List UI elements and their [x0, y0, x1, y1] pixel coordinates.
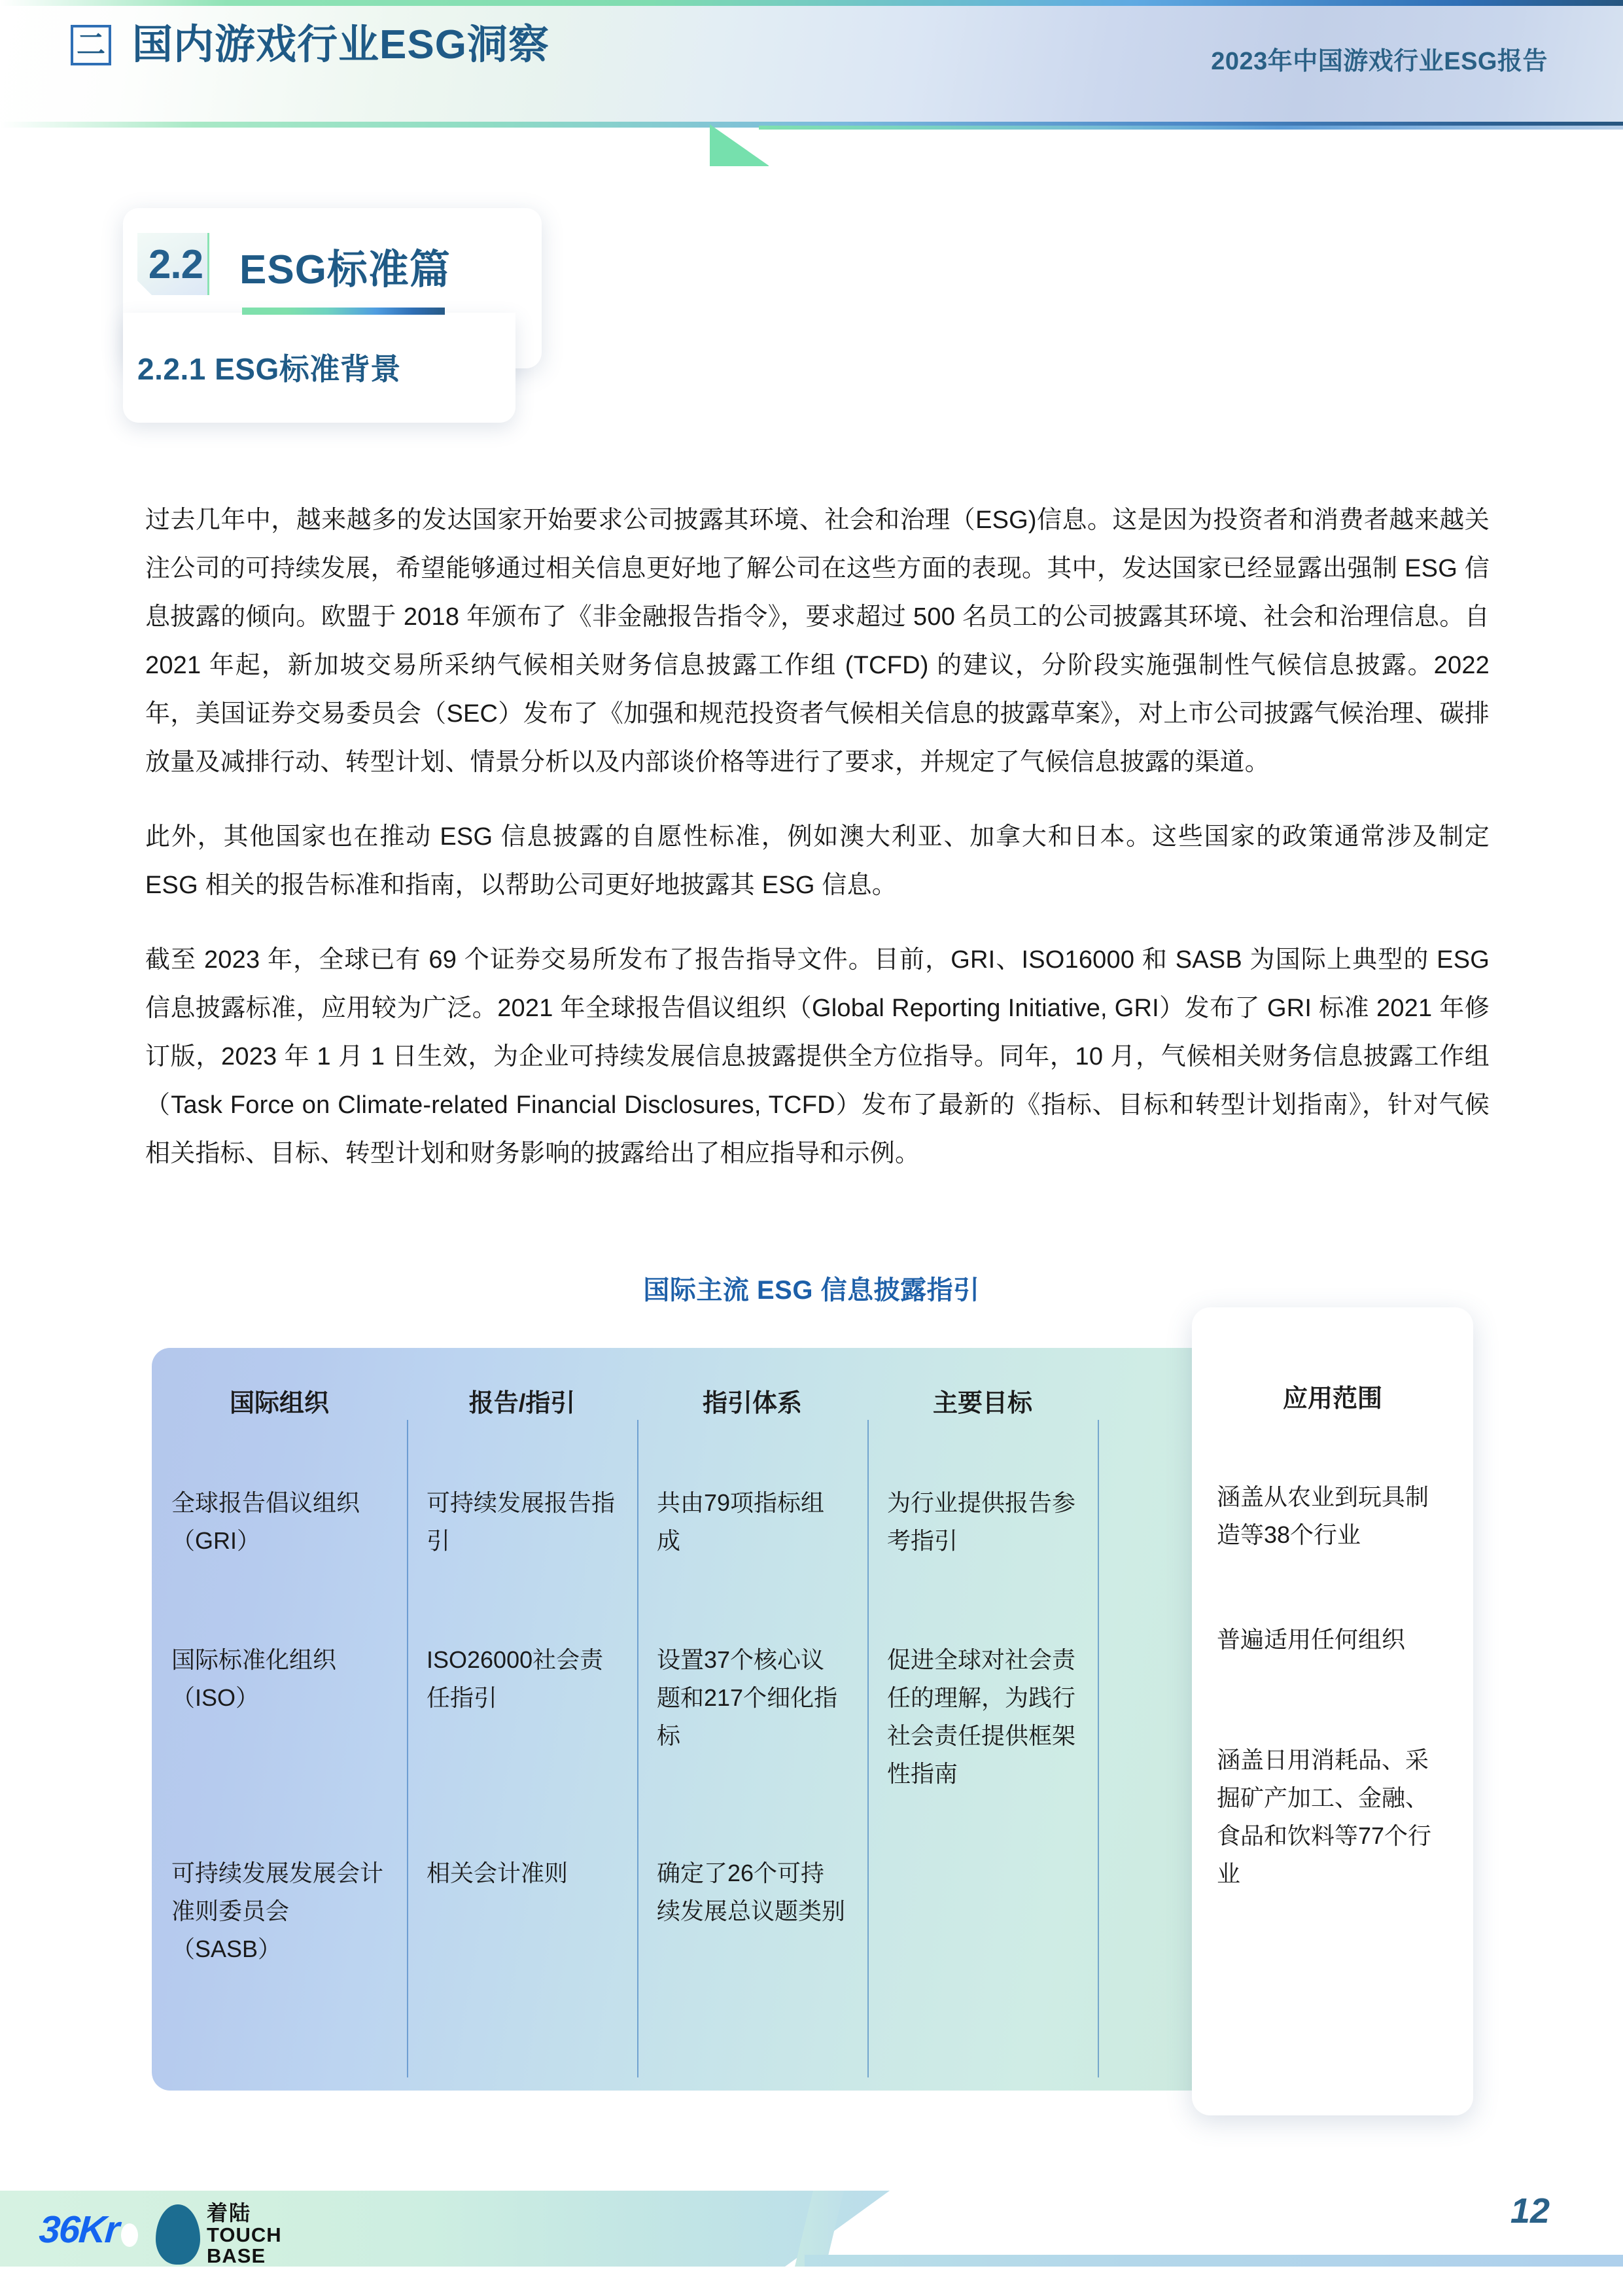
table-header-report [407, 1348, 637, 1459]
touchbase-logo [156, 2202, 282, 2267]
page-header [0, 0, 1623, 131]
touchbase-en-line2: BASE [207, 2244, 266, 2268]
touchbase-cn-label: 着陆 [207, 2201, 252, 2225]
table-header-goal [867, 1348, 1098, 1459]
cell-org-2: 国际标准化组织（ISO） [171, 1646, 337, 1711]
chapter-number-badge: 二 [71, 25, 111, 65]
page-title: 国内游戏行业ESG洞察 [132, 22, 550, 67]
touchbase-logo-text [207, 2202, 282, 2267]
esg-guidelines-table [152, 1348, 1452, 2091]
header-left-group [71, 22, 550, 67]
table-row [867, 1616, 1098, 1819]
scope-column-card [1192, 1307, 1473, 2115]
table-row [637, 1819, 867, 2091]
leaf-icon [156, 2204, 200, 2265]
cell-system-1: 共由79项指标组成 [657, 1489, 825, 1554]
section-heading-card [123, 208, 581, 424]
table-header-org [152, 1348, 407, 1459]
paragraph-3: 截至 2023 年，全球已有 69 个证券交易所发布了报告指导文件。目前，GRI、ISO16000 和 SASB 为国际上典型的 ESG 信息披露标准，应用较为广泛。2021 年全球报告倡议组织（Global Reporting Initiative, GRI）发布了 GRI 标准 2021 年修订版，2023 年 1 月 1 日生效，为企业可持续发展信息披露提供全方位指导。同年，10 月，气候相关财务信息披露工作组（Task Force on Climate-related Financial Disclosures, TCFD）发布了最新的《指标、目标和转型计划指南》，针对气候相关指标、目标、转型计划和财务影响的披露给出了相应指导和示例。 [145, 946, 1490, 1167]
table-row [152, 1616, 407, 1819]
table-row [867, 1459, 1098, 1616]
body-text-column [145, 496, 1490, 1204]
table-row [637, 1616, 867, 1819]
footer-bottom-bar [805, 2255, 1623, 2267]
subsection-title: 2.2.1 ESG标准背景 [137, 352, 401, 386]
cell-scope-2: 普遍适用任何组织 [1217, 1626, 1406, 1653]
cell-scope-1: 涵盖从农业到玩具制造等38个行业 [1217, 1483, 1429, 1548]
cell-goal-1: 为行业提供报告参考指引 [887, 1489, 1076, 1554]
table-header-goal-label: 主要目标 [932, 1390, 1032, 1417]
report-name: 2023年中国游戏行业ESG报告 [1211, 48, 1548, 75]
36kr-logo: 36Kr [37, 2208, 120, 2251]
table-row [407, 1459, 637, 1616]
table-row [407, 1616, 637, 1819]
touchbase-en-line1: TOUCH [207, 2223, 282, 2246]
header-notch-fill [765, 128, 1623, 167]
table-row [407, 1819, 637, 2091]
table-row [867, 1819, 1098, 2091]
cell-org-1: 全球报告倡议组织（GRI） [171, 1489, 360, 1554]
page-number: 12 [1510, 2191, 1550, 2231]
table-header-system [637, 1348, 867, 1459]
table-header-system-label: 指引体系 [702, 1390, 802, 1417]
cell-org-3: 可持续发展发展会计准则委员会（SASB） [171, 1860, 384, 1962]
section-number: 2.2 [148, 241, 203, 287]
cell-scope-3: 涵盖日用消耗品、采掘矿产加工、金融、食品和饮料等77个行业 [1217, 1746, 1432, 1887]
page-footer [0, 2179, 1623, 2296]
table-row [152, 1459, 407, 1616]
header-notch-slope-icon [710, 124, 769, 166]
table-caption: 国际主流 ESG 信息披露指引 [643, 1276, 980, 1305]
section-underline-rule [242, 308, 445, 315]
table-row [637, 1459, 867, 1616]
paragraph-1: 过去几年中，越来越多的发达国家开始要求公司披露其环境、社会和治理（ESG)信息。这是因为投资者和消费者越来越关注公司的可持续发展，希望能够通过相关信息更好地了解公司在这些方面的表现。其中，发达国家已经显露出强制 ESG 信息披露的倾向。欧盟于 2018 年颁布了《非金融报告指令》，要求超过 500 名员工的公司披露其环境、社会和治理信息。自 2021 年起，新加坡交易所采纳气候相关财务信息披露工作组 (TCFD) 的建议，分阶段实施强制性气候信息披露。2022 年，美国证券交易委员会（SEC）发布了《加强和规范投资者气候相关信息的披露草案》，对上市公司披露气候治理、碳排放量及减排行动、转型计划、情景分析以及内部谈价格等进行了要求，并规定了气候信息披露的渠道。 [145, 506, 1490, 776]
cell-goal-2: 促进全球对社会责任的理解，为践行社会责任提供框架性指南 [887, 1646, 1076, 1787]
table-header-scope: 应用范围 [1282, 1385, 1382, 1413]
section-title: ESG标准篇 [239, 247, 451, 292]
header-top-rule [0, 0, 1623, 6]
cell-report-1: 可持续发展报告指引 [427, 1489, 616, 1554]
paragraph-2: 此外，其他国家也在推动 ESG 信息披露的自愿性标准，例如澳大利亚、加拿大和日本。这些国家的政策通常涉及制定 ESG 相关的报告标准和指南，以帮助公司更好地披露其 ESG 信息。 [145, 823, 1490, 899]
cell-report-3: 相关会计准则 [427, 1860, 568, 1886]
header-notch-edge [759, 126, 1623, 130]
cell-report-2: ISO26000社会责任指引 [427, 1646, 604, 1711]
footer-separator-dot-icon [121, 2223, 138, 2247]
cell-system-3: 确定了26个可持续发展总议题类别 [657, 1860, 846, 1924]
table-header-org-label: 国际组织 [229, 1390, 329, 1417]
table-header-report-label: 报告/指引 [468, 1390, 576, 1417]
table-row [152, 1819, 407, 2091]
cell-system-2: 设置37个核心议题和217个细化指标 [657, 1646, 838, 1749]
